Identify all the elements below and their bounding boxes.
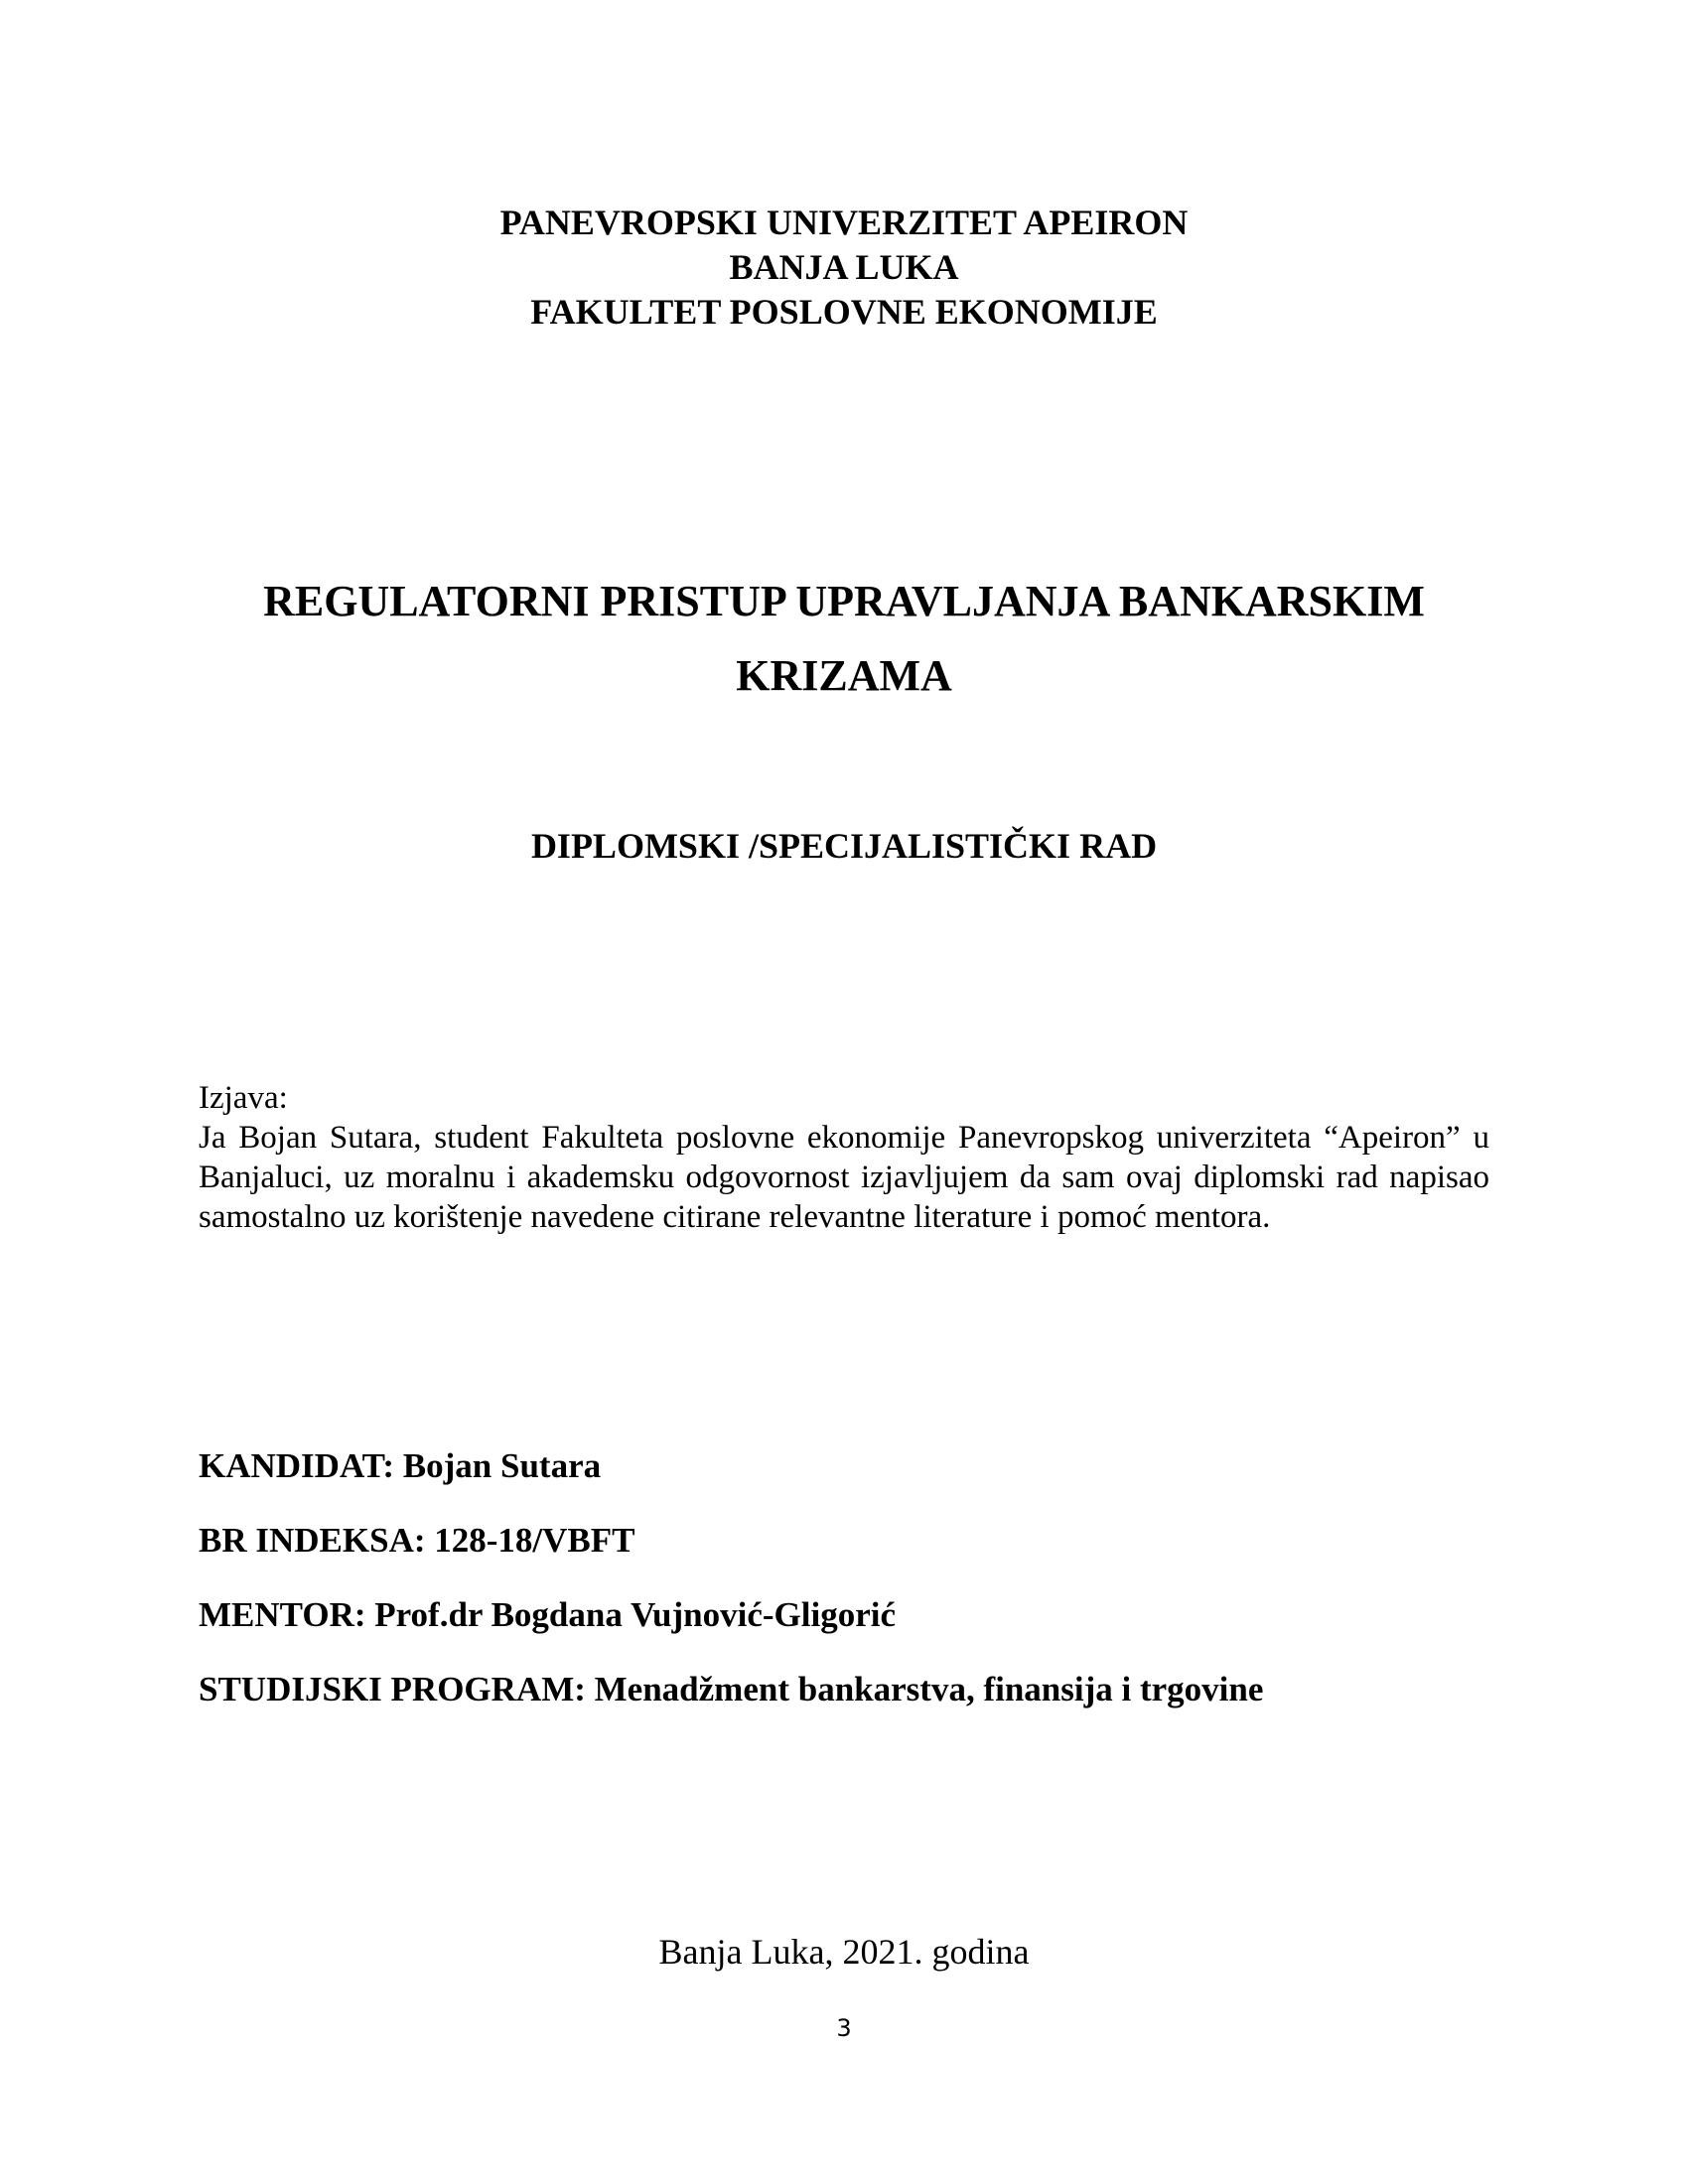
university-name: PANEVROPSKI UNIVERZITET APEIRON: [499, 203, 1189, 242]
institution-header: [0, 201, 1688, 335]
candidate-line: KANDIDAT: Bojan Sutara: [199, 1446, 602, 1485]
index-number-line: BR INDEKSA: 128-18/VBFT: [199, 1521, 635, 1560]
statement-label: Izjava:: [199, 1080, 288, 1116]
statement-text: Ja Bojan Sutara, student Fakulteta poslovne ekonomije Panevropskog univerziteta “Apeiron” u Banjaluci, uz moralnu i akademsku odgovornost izjavljujem da sam ovaj diplomski rad napisao samostalno uz korištenje navedene citirane relevantne literature i pomoć mentora.: [199, 1120, 1489, 1235]
author-statement: [199, 1078, 1489, 1237]
thesis-details: [199, 1441, 1489, 1739]
thesis-title: [199, 564, 1489, 713]
university-city: BANJA LUKA: [729, 247, 959, 287]
mentor-line: MENTOR: Prof.dr Bogdana Vujnović-Gligorić: [199, 1595, 896, 1634]
thesis-title-line-2: KRIZAMA: [736, 651, 952, 700]
thesis-type: DIPLOMSKI /SPECIJALISTIČKI RAD: [530, 826, 1158, 866]
faculty-name: FAKULTET POSLOVNE EKONOMIJE: [530, 292, 1158, 332]
study-program-line: STUDIJSKI PROGRAM: Menadžment bankarstva, finansija i trgovine: [199, 1670, 1264, 1708]
page-number: 3: [836, 2014, 852, 2042]
thesis-title-line-1: REGULATORNI PRISTUP UPRAVLJANJA BANKARSKIM: [263, 577, 1425, 625]
place-and-date: Banja Luka, 2021. godina: [658, 1932, 1030, 1972]
